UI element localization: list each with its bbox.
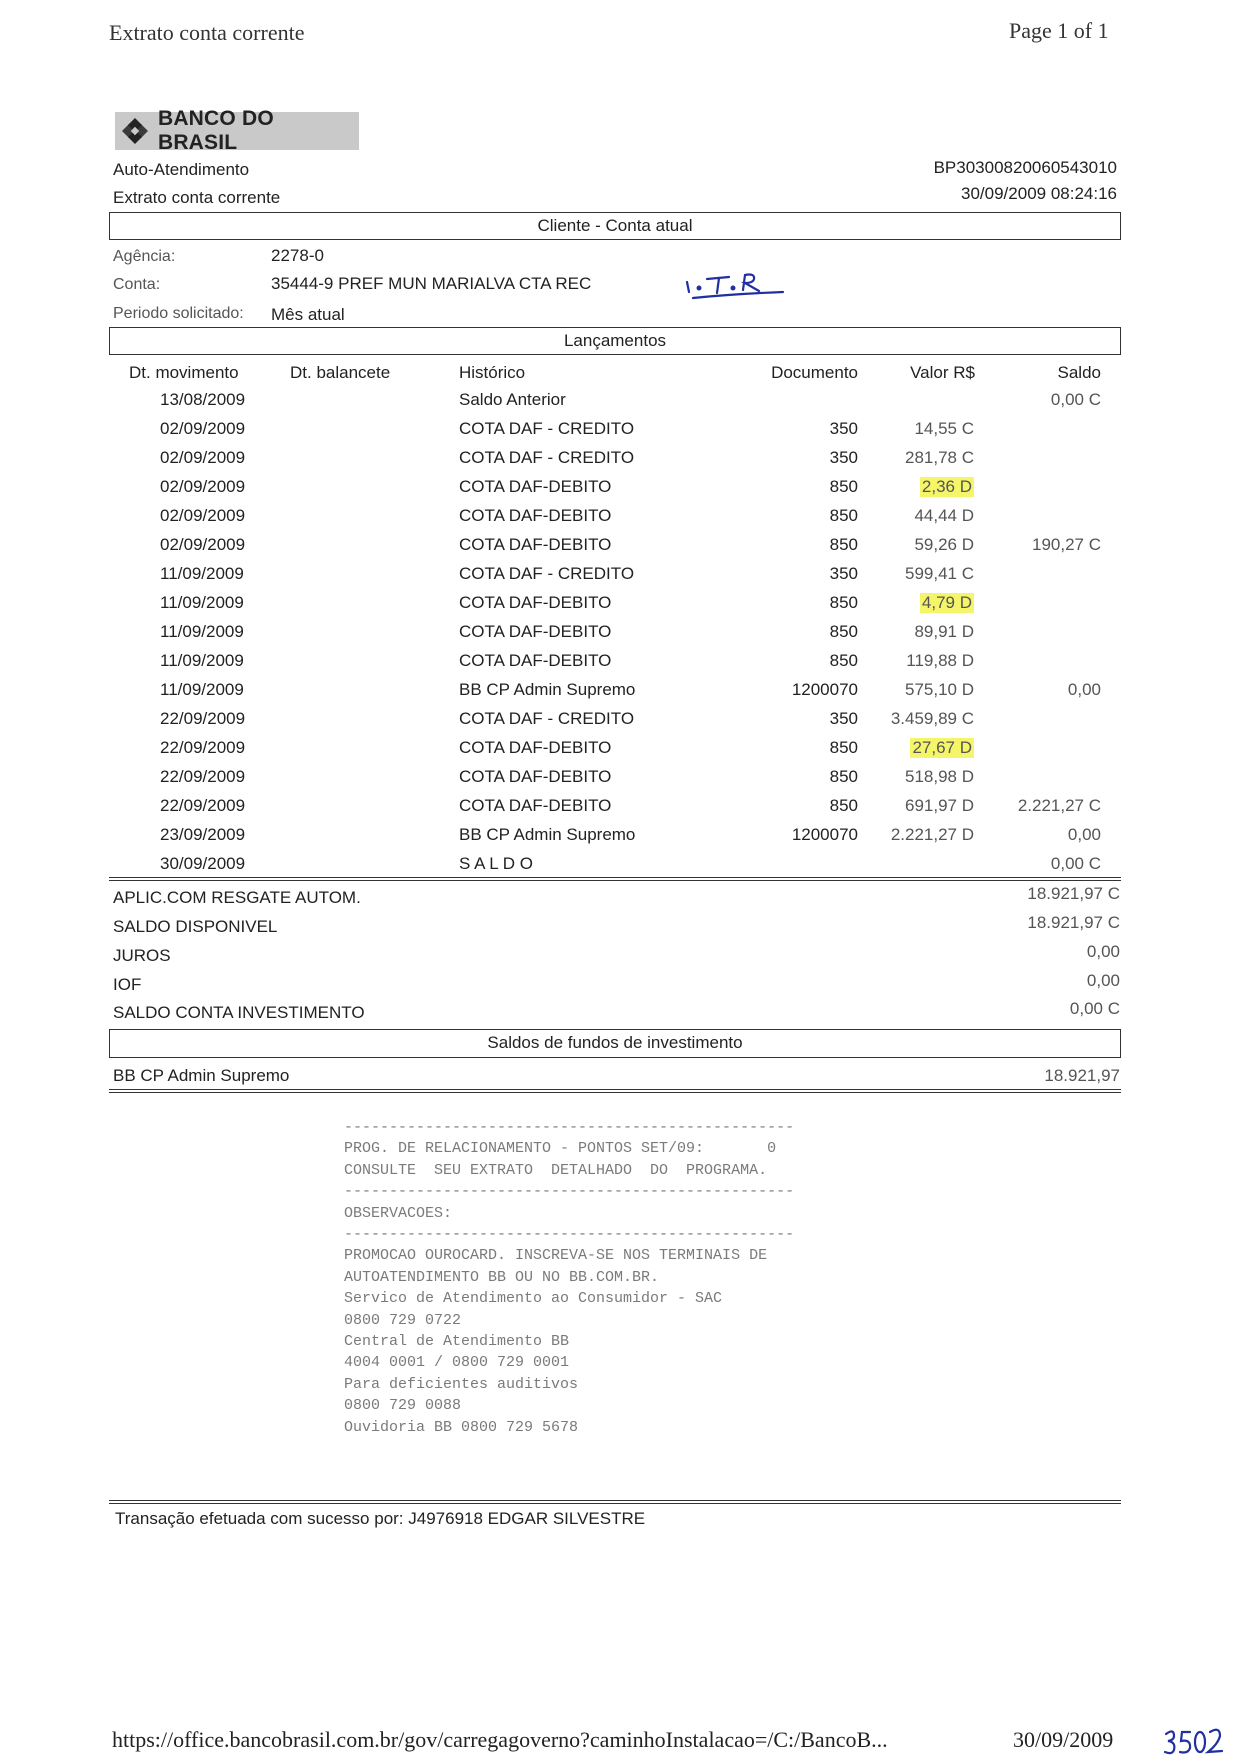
cell-dt-movimento: 11/09/2009: [160, 593, 244, 612]
cell-historico: S A L D O: [459, 854, 534, 873]
document-code: BP30300820060543010: [933, 158, 1117, 177]
lancamentos-header-row: [109, 361, 1121, 390]
cell-valor: 575,10 D: [905, 680, 974, 699]
cell-documento: 850: [829, 506, 858, 525]
cell-dt-movimento: 22/09/2009: [160, 738, 246, 757]
cell-valor: 2.221,27 D: [890, 825, 974, 844]
lancamentos-section-title: Lançamentos: [109, 327, 1121, 355]
cell-documento: 350: [829, 709, 858, 728]
table-row: [109, 680, 1121, 709]
cell-documento: 350: [829, 448, 858, 467]
summary-row: [113, 971, 1121, 1003]
cell-valor: 518,98 D: [905, 767, 974, 786]
cell-historico: BB CP Admin Supremo: [459, 825, 636, 844]
cell-historico: COTA DAF-DEBITO: [459, 506, 612, 525]
table-row: [109, 622, 1121, 651]
summary-value: 0,00: [1086, 971, 1120, 990]
table-row: [109, 767, 1121, 796]
cell-documento: 1200070: [791, 680, 858, 699]
periodo-label: Periodo solicitado:: [113, 305, 244, 322]
banco-do-brasil-logo-icon: [120, 116, 150, 146]
col-dt-movimento: Dt. movimento: [129, 363, 239, 382]
cell-dt-movimento: 13/08/2009: [160, 390, 246, 409]
cell-valor: 281,78 C: [905, 448, 974, 467]
summary-row: [113, 913, 1121, 945]
cell-dt-movimento: 22/09/2009: [160, 767, 246, 786]
print-date: 30/09/2009: [1013, 1727, 1114, 1752]
cell-documento: 350: [829, 564, 858, 583]
cell-valor: 4,79 D: [921, 593, 972, 612]
table-row: [109, 593, 1121, 622]
cell-historico: COTA DAF-DEBITO: [459, 767, 612, 786]
col-dt-balancete: Dt. balancete: [290, 363, 391, 382]
table-row: [109, 419, 1121, 448]
cell-historico: COTA DAF-DEBITO: [459, 738, 612, 757]
cell-documento: 850: [829, 738, 858, 757]
summary-row: [113, 942, 1121, 974]
agencia-label: Agência:: [113, 248, 176, 265]
cell-valor: 59,26 D: [914, 535, 974, 554]
col-saldo: Saldo: [1057, 363, 1101, 382]
cell-documento: 850: [829, 651, 858, 670]
client-section-title: Cliente - Conta atual: [109, 212, 1121, 240]
transaction-confirmation: Transação efetuada com sucesso por: J4976918 EDGAR SILVESTRE: [115, 1509, 646, 1528]
cell-dt-movimento: 11/09/2009: [160, 651, 244, 670]
cell-historico: COTA DAF - CREDITO: [459, 564, 635, 583]
cell-dt-movimento: 11/09/2009: [160, 622, 244, 641]
document-title: Extrato conta corrente: [113, 188, 281, 207]
cell-historico: COTA DAF-DEBITO: [459, 477, 612, 496]
cell-historico: COTA DAF-DEBITO: [459, 796, 612, 815]
cell-dt-movimento: 02/09/2009: [160, 448, 246, 467]
cell-historico: Saldo Anterior: [459, 390, 566, 409]
footer-rule: [109, 1500, 1121, 1504]
browser-page-title: Extrato conta corrente: [109, 20, 305, 45]
handwritten-page-number: [1160, 1722, 1226, 1762]
document-datetime: 30/09/2009 08:24:16: [961, 184, 1117, 203]
table-row: [109, 390, 1121, 419]
cell-dt-movimento: 23/09/2009: [160, 825, 246, 844]
page-number: Page 1 of 1: [1009, 18, 1109, 43]
cell-documento: 850: [829, 796, 858, 815]
table-row: [109, 651, 1121, 680]
cell-saldo: 0,00 C: [1050, 390, 1101, 409]
summary-value: 18.921,97 C: [1027, 884, 1120, 903]
funds-section-title: Saldos de fundos de investimento: [109, 1029, 1121, 1058]
summary-row: [113, 884, 1121, 916]
table-row: [109, 796, 1121, 825]
cell-documento: 850: [829, 477, 858, 496]
cell-saldo: 0,00: [1067, 680, 1101, 699]
summary-label: IOF: [113, 975, 142, 994]
cell-dt-movimento: 02/09/2009: [160, 419, 246, 438]
cell-historico: COTA DAF-DEBITO: [459, 593, 612, 612]
handwritten-itr-note: [683, 268, 791, 304]
cell-documento: 850: [829, 593, 858, 612]
agencia-value: 2278-0: [271, 246, 324, 265]
cell-historico: COTA DAF - CREDITO: [459, 419, 635, 438]
table-row: [109, 738, 1121, 767]
table-row: [109, 535, 1121, 564]
table-row: [109, 825, 1121, 854]
fund-name: BB CP Admin Supremo: [113, 1066, 290, 1085]
summary-value: 0,00: [1086, 942, 1120, 961]
summary-label: SALDO DISPONIVEL: [113, 917, 278, 936]
fund-value: 18.921,97: [1044, 1066, 1120, 1085]
cell-dt-movimento: 22/09/2009: [160, 796, 246, 815]
conta-value: 35444-9 PREF MUN MARIALVA CTA REC: [271, 274, 592, 293]
cell-historico: COTA DAF - CREDITO: [459, 709, 635, 728]
page-url: https://office.bancobrasil.com.br/gov/carregagoverno?caminhoInstalacao=/C:/BancoB...: [112, 1727, 888, 1752]
table-row: [109, 506, 1121, 535]
conta-label: Conta:: [113, 276, 161, 293]
col-historico: Histórico: [459, 363, 526, 382]
cell-documento: 850: [829, 535, 858, 554]
cell-documento: 850: [829, 622, 858, 641]
cell-historico: COTA DAF - CREDITO: [459, 448, 635, 467]
table-row: [109, 448, 1121, 477]
cell-valor: 89,91 D: [914, 622, 974, 641]
cell-dt-movimento: 11/09/2009: [160, 680, 244, 699]
cell-valor: 119,88 D: [906, 651, 974, 670]
cell-historico: COTA DAF-DEBITO: [459, 622, 612, 641]
cell-dt-movimento: 02/09/2009: [160, 477, 246, 496]
summary-value: 0,00 C: [1069, 999, 1120, 1018]
cell-valor: 14,55 C: [914, 419, 974, 438]
cell-saldo: 2.221,27 C: [1017, 796, 1101, 815]
table-bottom-rule: [109, 877, 1121, 881]
program-messages: -------------------------------------------------- PROG. DE RELACIONAMENTO - PONTOS SET/09: 0 CONSULTE SEU EXTRATO DETALHADO DO PROGRAMA. -------------------------------------------------- OBSERVACOES: -------------------------------------------------- PROMOCAO OUROCARD. INSCREVA-SE NOS TERMINAIS DE AUTOATENDIMENTO BB OU NO BB.COM.BR. Servico de Atendimento ao Consumidor - SAC 0800 729 0722 Central de Atendimento BB 4004 0001 / 0800 729 0001 Para deficientes auditivos 0800 729 0088 Ouvidoria BB 0800 729 5678: [344, 1119, 795, 1436]
summary-value: 18.921,97 C: [1027, 913, 1120, 932]
cell-dt-movimento: 30/09/2009: [160, 854, 246, 873]
summary-label: APLIC.COM RESGATE AUTOM.: [113, 888, 361, 907]
cell-historico: COTA DAF-DEBITO: [459, 535, 612, 554]
col-documento: Documento: [771, 363, 858, 382]
cell-dt-movimento: 02/09/2009: [160, 535, 246, 554]
col-valor: Valor R$: [910, 363, 975, 382]
cell-valor: 3.459,89 C: [890, 709, 974, 728]
cell-saldo: 0,00: [1067, 825, 1101, 844]
service-name: Auto-Atendimento: [113, 160, 250, 179]
cell-valor: 599,41 C: [905, 564, 974, 583]
funds-bottom-rule: [109, 1089, 1121, 1093]
periodo-value: Mês atual: [271, 305, 345, 324]
cell-valor: 691,97 D: [905, 796, 974, 815]
cell-documento: 350: [829, 419, 858, 438]
cell-valor: 44,44 D: [914, 506, 974, 525]
cell-documento: 850: [829, 767, 858, 786]
cell-historico: COTA DAF-DEBITO: [459, 651, 612, 670]
summary-label: JUROS: [113, 946, 171, 965]
cell-dt-movimento: 22/09/2009: [160, 709, 246, 728]
cell-valor: 2,36 D: [921, 477, 972, 496]
summary-label: SALDO CONTA INVESTIMENTO: [113, 1003, 365, 1022]
table-row: [109, 477, 1121, 506]
cell-saldo: 0,00 C: [1050, 854, 1101, 873]
summary-row: [113, 999, 1121, 1031]
cell-valor: 27,67 D: [912, 738, 972, 757]
table-row: [109, 564, 1121, 593]
bank-logo: [115, 107, 359, 154]
cell-dt-movimento: 11/09/2009: [160, 564, 244, 583]
cell-documento: 1200070: [791, 825, 858, 844]
cell-dt-movimento: 02/09/2009: [160, 506, 246, 525]
bank-logo-text: BANCO DO BRASIL: [157, 107, 274, 154]
cell-saldo: 190,27 C: [1032, 535, 1101, 554]
table-row: [109, 709, 1121, 738]
cell-historico: BB CP Admin Supremo: [459, 680, 636, 699]
